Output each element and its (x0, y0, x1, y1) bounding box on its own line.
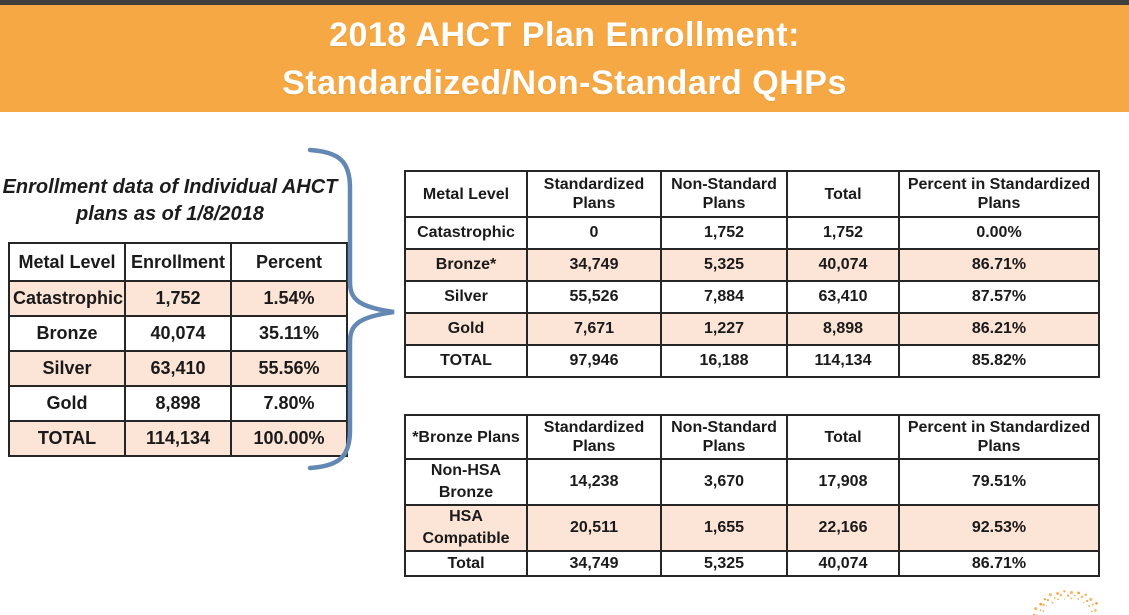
data-cell: 20,511 (527, 505, 661, 551)
data-cell: 0 (527, 217, 661, 249)
slide-title-line1: 2018 AHCT Plan Enrollment: (329, 15, 800, 54)
data-cell: TOTAL (9, 421, 125, 456)
data-cell: 92.53% (899, 505, 1099, 551)
data-cell: 1,752 (125, 281, 231, 316)
data-cell: 40,074 (787, 249, 899, 281)
metal-level-breakdown-table (404, 170, 1100, 378)
header-cell: Non-Standard Plans (661, 415, 787, 459)
header-cell: Standardized Plans (527, 171, 661, 217)
data-cell: 7,884 (661, 281, 787, 313)
data-cell: 63,410 (787, 281, 899, 313)
data-cell: 1,655 (661, 505, 787, 551)
data-cell: Gold (405, 313, 527, 345)
header-cell: Non-Standard Plans (661, 171, 787, 217)
left-caption-line1: Enrollment data of Individual AHCT (2, 176, 338, 198)
data-cell: 1.54% (231, 281, 347, 316)
data-cell: 63,410 (125, 351, 231, 386)
data-cell: 14,238 (527, 459, 661, 505)
data-cell: 7.80% (231, 386, 347, 421)
data-cell: Non-HSA Bronze (405, 459, 527, 505)
data-cell: 34,749 (527, 551, 661, 576)
data-cell: 34,749 (527, 249, 661, 281)
data-cell: 5,325 (661, 249, 787, 281)
data-cell: 55.56% (231, 351, 347, 386)
table-row (405, 313, 1099, 345)
data-cell: 87.57% (899, 281, 1099, 313)
data-cell: 16,188 (661, 345, 787, 377)
data-cell: 1,227 (661, 313, 787, 345)
table-row (405, 551, 1099, 576)
data-cell: 114,134 (787, 345, 899, 377)
table-row (405, 459, 1099, 505)
data-cell: 97,946 (527, 345, 661, 377)
data-cell: 17,908 (787, 459, 899, 505)
data-cell: Bronze* (405, 249, 527, 281)
data-cell: 114,134 (125, 421, 231, 456)
data-cell: 86.21% (899, 313, 1099, 345)
data-cell: Bronze (9, 316, 125, 351)
title-banner (0, 5, 1129, 112)
data-cell: Silver (9, 351, 125, 386)
sunburst-logo-icon (1000, 586, 1129, 615)
data-cell: Silver (405, 281, 527, 313)
data-cell: Catastrophic (405, 217, 527, 249)
header-row (405, 171, 1099, 217)
header-cell: Percent in Standardized Plans (899, 415, 1099, 459)
table-row (405, 217, 1099, 249)
data-cell: Total (405, 551, 527, 576)
data-cell: Catastrophic (9, 281, 125, 316)
table-row (405, 249, 1099, 281)
data-cell: HSA Compatible (405, 505, 527, 551)
data-cell: 55,526 (527, 281, 661, 313)
header-cell: Total (787, 415, 899, 459)
data-cell: 40,074 (787, 551, 899, 576)
header-cell: Percent (231, 243, 347, 281)
data-cell: 3,670 (661, 459, 787, 505)
header-cell: Metal Level (9, 243, 125, 281)
data-cell: 85.82% (899, 345, 1099, 377)
header-cell: Metal Level (405, 171, 527, 217)
table-row (405, 281, 1099, 313)
table-row (405, 345, 1099, 377)
header-cell: *Bronze Plans (405, 415, 527, 459)
data-cell: 8,898 (787, 313, 899, 345)
data-cell: 40,074 (125, 316, 231, 351)
header-cell: Percent in Standardized Plans (899, 171, 1099, 217)
data-cell: TOTAL (405, 345, 527, 377)
data-cell: 35.11% (231, 316, 347, 351)
header-cell: Total (787, 171, 899, 217)
table-row (405, 505, 1099, 551)
data-cell: 7,671 (527, 313, 661, 345)
curly-brace-icon (296, 144, 402, 474)
left-caption-line2: plans as of 1/8/2018 (76, 203, 264, 225)
data-cell: 8,898 (125, 386, 231, 421)
data-cell: 5,325 (661, 551, 787, 576)
data-cell: 0.00% (899, 217, 1099, 249)
data-cell: 1,752 (661, 217, 787, 249)
data-cell: 22,166 (787, 505, 899, 551)
bronze-plans-breakdown-table (404, 414, 1100, 577)
data-cell: Gold (9, 386, 125, 421)
data-cell: 1,752 (787, 217, 899, 249)
left-caption (0, 174, 340, 228)
header-row (405, 415, 1099, 459)
data-cell: 79.51% (899, 459, 1099, 505)
header-cell: Standardized Plans (527, 415, 661, 459)
data-cell: 100.00% (231, 421, 347, 456)
data-cell: 86.71% (899, 551, 1099, 576)
slide-title-line2: Standardized/Non-Standard QHPs (282, 63, 847, 102)
header-cell: Enrollment (125, 243, 231, 281)
data-cell: 86.71% (899, 249, 1099, 281)
